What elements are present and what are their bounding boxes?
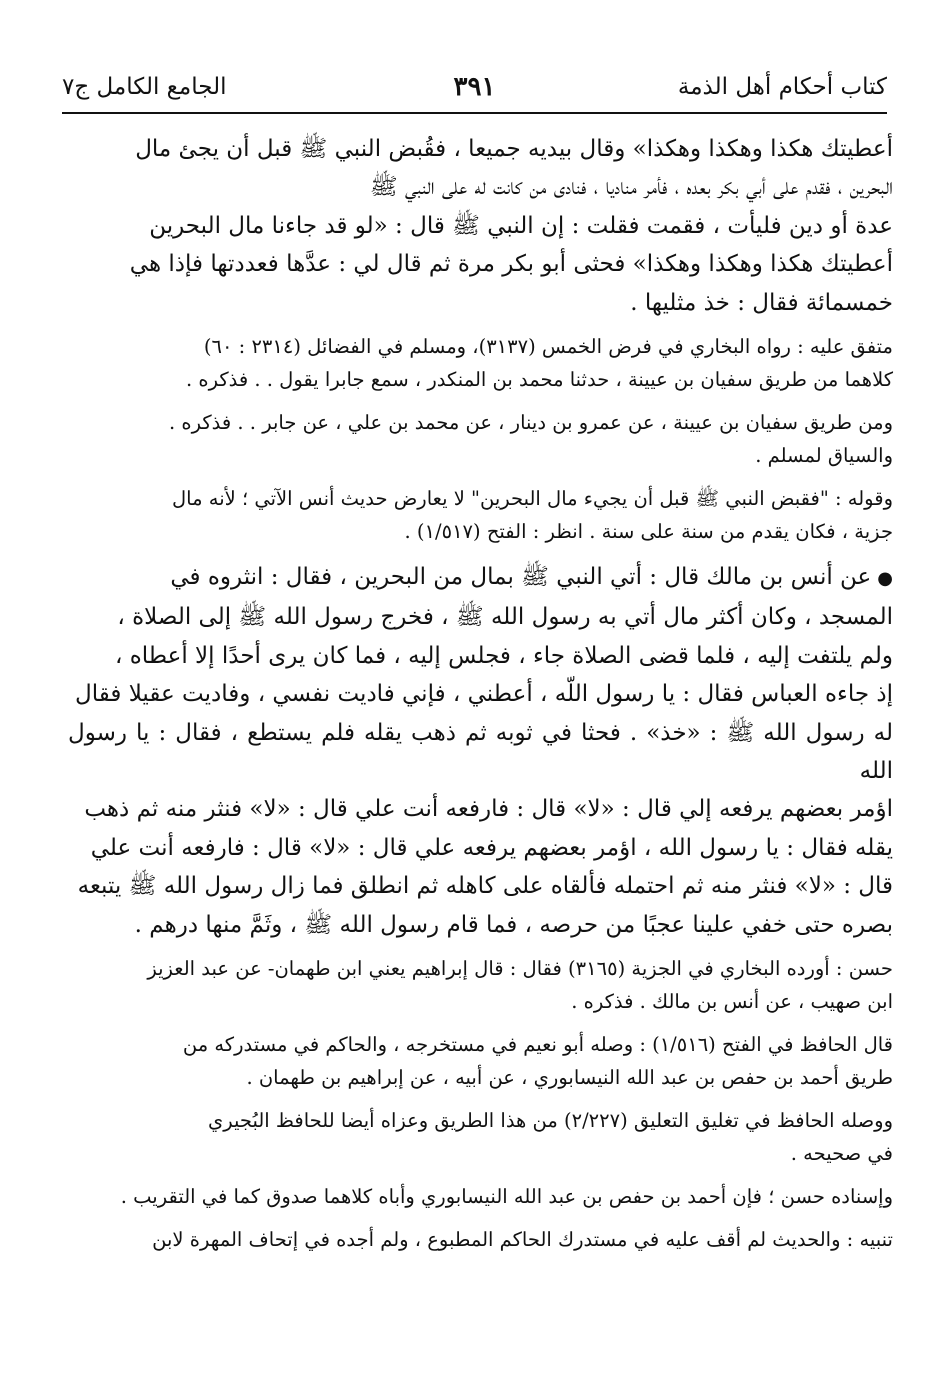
text-line: إذ جاءه العباس فقال : يا رسول اللّه ، أعطني ، فإني فاديت نفسي ، وفاديت عقيلا فقال: [75, 681, 893, 708]
takhrij-note-5: [68, 1028, 893, 1094]
text-line: يقله فقال : يا رسول الله ، اؤمر بعضهم يرفعه علي قال : «لا» قال : فارفعه أنت علي: [90, 834, 893, 861]
text-line: له رسول الله ﷺ : «خذ» . فحثا في ثوبه ثم ذهب يقله فلم يستطع ، فقال : يا رسول الله: [68, 719, 893, 785]
page-number: ٣٩١: [453, 72, 496, 102]
takhrij-note-8: [68, 1223, 893, 1256]
note-line: والسياق لمسلم .: [755, 444, 893, 468]
note-line: طريق أحمد بن حفص بن عبد الله النيسابوري ، عن أبيه ، عن إبراهيم بن طهمان .: [246, 1066, 893, 1090]
series-title: الجامع الكامل ج٧: [62, 74, 227, 100]
book-title: كتاب أحكام أهل الذمة: [677, 74, 887, 100]
note-line: ابن صهيب ، عن أنس بن مالك . فذكره .: [571, 990, 893, 1014]
note-line: تنبيه : والحديث لم أقف عليه في مستدرك الحاكم المطبوع ، ولم أجده في إتحاف المهرة لابن: [152, 1228, 893, 1252]
text-line: عدة أو دين فليأت ، فقمت فقلت : إن النبي ﷺ قال : «لو قد جاءنا مال البحرين: [149, 212, 893, 239]
hadith-text-2: [68, 558, 893, 944]
text-line: ولم يلتفت إليه ، فلما قضى الصلاة جاء ، فجلس إليه ، فما كان يرى أحدًا إلا أعطاه ،: [114, 642, 893, 669]
note-line: وقوله : "فقبض النبي ﷺ قبل أن يجيء مال البحرين" لا يعارض حديث أنس الآتي ؛ لأنه مال: [172, 487, 893, 511]
takhrij-note-6: [68, 1104, 893, 1170]
bullet-icon: ●: [877, 568, 893, 590]
text-line: بصره حتى خفي علينا عجبًا من حرصه ، فما قام رسول الله ﷺ ، وثَمَّ منها درهم .: [134, 911, 893, 938]
text-line: قال : «لا» فنثر منه ثم احتمله فألقاه على كاهله ثم انطلق فما زال رسول الله ﷺ يتبعه: [77, 873, 893, 900]
text-line: [68, 558, 893, 598]
note-line: ومن طريق سفيان بن عيينة ، عن عمرو بن دينار ، عن محمد بن علي ، عن جابر . . فذكره .: [169, 411, 893, 435]
page-header: [62, 68, 887, 108]
hadith-text-1: [68, 130, 893, 322]
text-line: أعطيتك هكذا وهكذا وهكذا» فحثى أبو بكر مرة ثم قال لي : عدَّها فعددتها فإذا هي: [129, 251, 893, 278]
text-line-content: عن أنس بن مالك قال : أتي النبي ﷺ بمال من البحرين ، فقال : انثروه في: [170, 564, 872, 591]
text-line: خمسمائة فقال : خذ مثليها .: [630, 289, 893, 316]
header-rule: [62, 112, 887, 114]
takhrij-note-4: [68, 952, 893, 1018]
takhrij-note-1: [68, 330, 893, 396]
note-line: في صحيحه .: [790, 1142, 893, 1166]
text-line: أعطيتك هكذا وهكذا وهكذا» وقال بيديه جميعا ، فقُبض النبي ﷺ قبل أن يجئ مال: [135, 136, 893, 162]
note-line: حسن : أورده البخاري في الجزية (٣١٦٥) فقال : قال إبراهيم يعني ابن طهمان- عن عبد العزيز: [147, 957, 893, 981]
text-line: اؤمر بعضهم يرفعه إلي قال : «لا» قال : فارفعه أنت علي قال : «لا» فنثر منه ثم ذهب: [84, 796, 893, 823]
takhrij-note-3: [68, 482, 893, 548]
note-line: متفق عليه : رواه البخاري في فرض الخمس (٣١٣٧)، ومسلم في الفضائل (٢٣١٤ : ٦٠): [203, 335, 893, 359]
note-line: ووصله الحافظ في تغليق التعليق (٢/٢٢٧) من هذا الطريق وعزاه أيضا للحافظ البُجيري: [207, 1109, 893, 1133]
text-line: المسجد ، وكان أكثر مال أتي به رسول الله ﷺ ، فخرج رسول الله ﷺ إلى الصلاة ،: [117, 604, 893, 631]
note-line: وإسناده حسن ؛ فإن أحمد بن حفص بن عبد الله النيسابوري وأباه كلاهما صدوق كما في التقريب .: [120, 1185, 893, 1209]
page-content: [68, 130, 893, 1266]
text-line: البحرين ، فقدم على أبي بكر بعده ، فأمر مناديا ، فنادى من كانت له على النبي ﷺ: [369, 174, 893, 201]
takhrij-note-2: [68, 406, 893, 472]
note-line: قال الحافظ في الفتح (١/٥١٦) : وصله أبو نعيم في مستخرجه ، والحاكم في مستدركه من: [182, 1033, 893, 1057]
note-line: جزية ، فكان يقدم من سنة على سنة . انظر : الفتح (١/٥١٧) .: [404, 520, 893, 544]
takhrij-note-7: [68, 1180, 893, 1213]
note-line: كلاهما من طريق سفيان بن عيينة ، حدثنا محمد بن المنكدر ، سمع جابرا يقول . . فذكره .: [185, 368, 893, 392]
